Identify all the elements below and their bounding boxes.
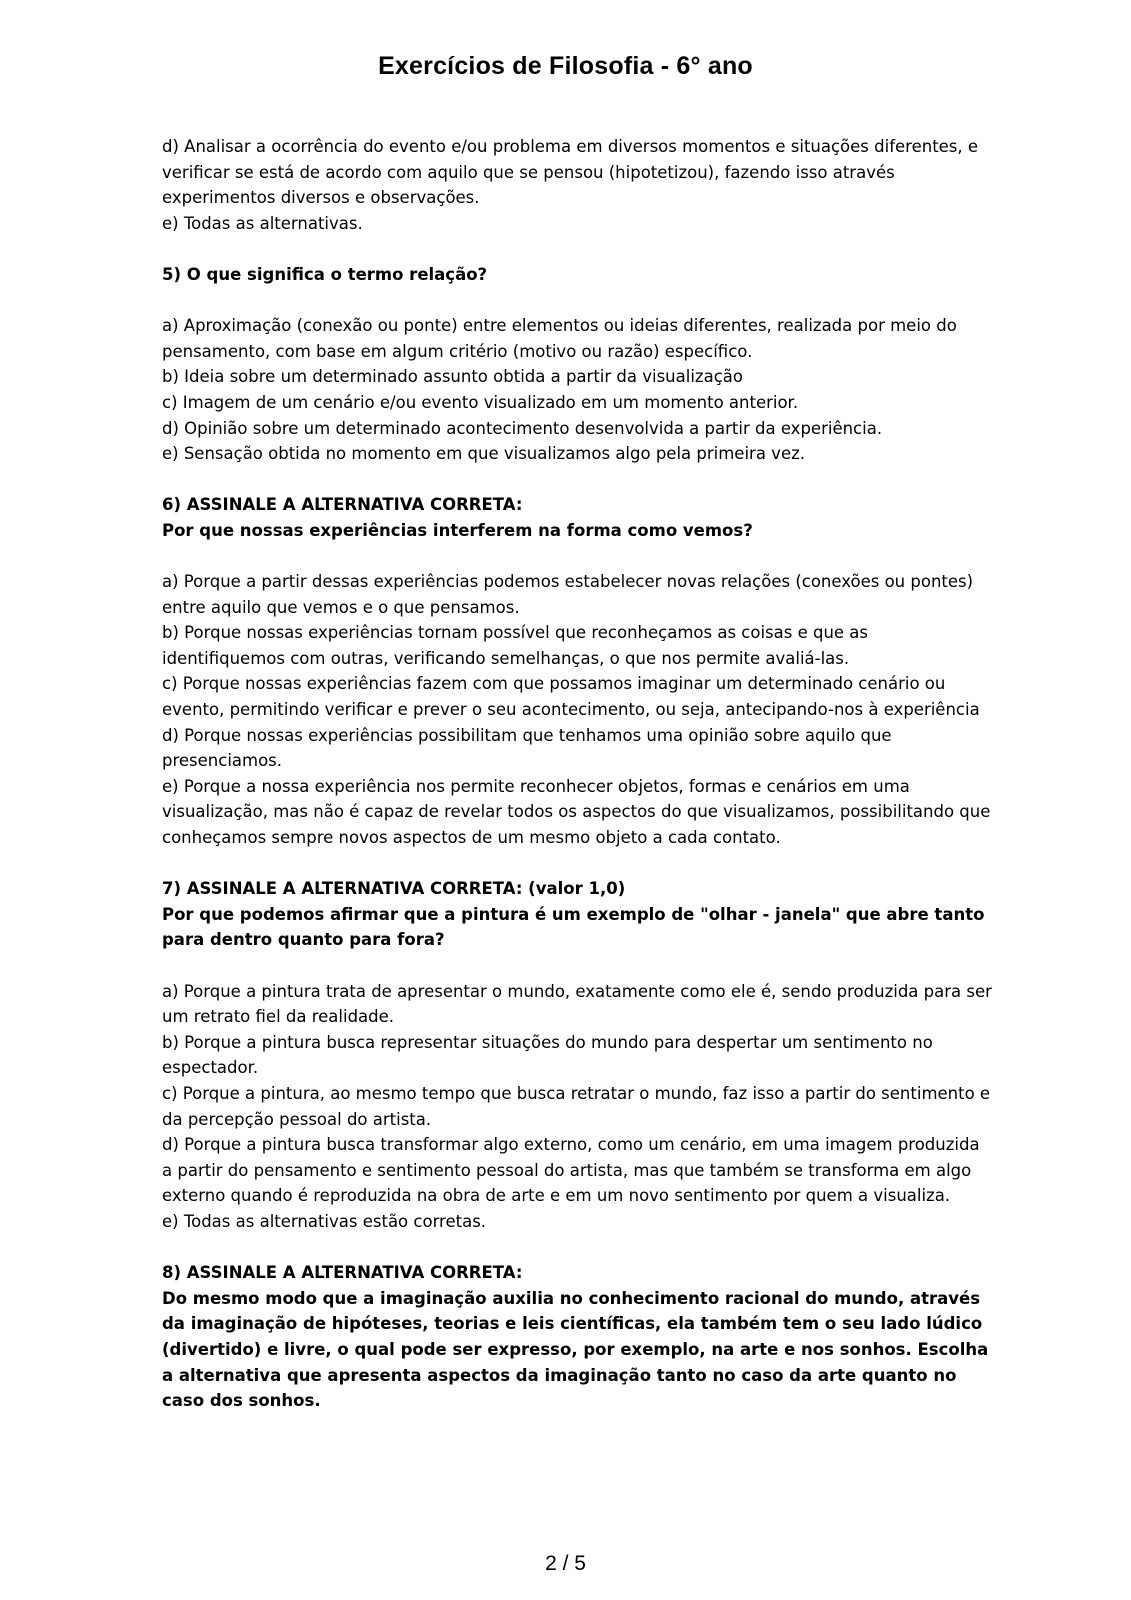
q5-title: 5) O que significa o termo relação? [162, 264, 488, 284]
q7-option-b: b) Porque a pintura busca representar situações do mundo para despertar um sentimento no espectador. [162, 1032, 933, 1078]
q5-option-d: d) Opinião sobre um determinado acontecimento desenvolvida a partir da experiência. [162, 418, 883, 438]
q6-question: Por que nossas experiências interferem na forma como vemos? [162, 520, 753, 540]
document-body [162, 134, 992, 1414]
page-title: Exercícios de Filosofia - 6° ano [378, 52, 753, 80]
q7-option-d: d) Porque a pintura busca transformar algo externo, como um cenário, em uma imagem produzida a partir do pensamento e sentimento pessoal do artista, mas que também se transforma em algo externo quando é reproduzida na obra de arte e em um novo sentimento por quem a visualiza. [162, 1135, 980, 1206]
q7-question: Por que podemos afirmar que a pintura é um exemplo de "olhar - janela" que abre tanto para dentro quanto para fora? [162, 904, 985, 950]
page-number: 2 / 5 [545, 1552, 586, 1575]
q5-option-a: a) Aproximação (conexão ou ponte) entre elementos ou ideias diferentes, realizada por meio do pensamento, com base em algum critério (motivo ou razão) específico. [162, 316, 957, 361]
q7-option-a: a) Porque a pintura trata de apresentar o mundo, exatamente como ele é, sendo produzida para ser um retrato fiel da realidade. [162, 981, 992, 1027]
q6-option-e: e) Porque a nossa experiência nos permite reconhecer objetos, formas e cenários em uma visualização, mas não é capaz de revelar todos os aspectos do que visualizamos, possibilitando que conheçamos sempre novos aspectos de um mesmo objeto a cada contato. [162, 776, 991, 848]
q8-title: 8) ASSINALE A ALTERNATIVA CORRETA: [162, 1263, 523, 1283]
q5-option-e: e) Sensação obtida no momento em que visualizamos algo pela primeira vez. [162, 444, 806, 464]
q6-option-a: a) Porque a partir dessas experiências podemos estabelecer novas relações (conexões ou pontes) entre aquilo que vemos e o que pensamos. [162, 572, 974, 617]
q4-option-e: e) Todas as alternativas. [162, 213, 363, 233]
q8-question: Do mesmo modo que a imaginação auxilia no conhecimento racional do mundo, através da imaginação de hipóteses, teorias e leis científicas, ela também tem o seu lado lúdico (divertido) e livre, o qual pode ser expresso, por exemplo, na arte e nos sonhos. Escolha a alternativa que apresenta aspectos da imaginação tanto no caso da arte quanto no caso dos sonhos. [162, 1288, 989, 1411]
q6-title: 6) ASSINALE A ALTERNATIVA CORRETA: [162, 495, 523, 515]
q5-option-c: c) Imagem de um cenário e/ou evento visualizado em um momento anterior. [162, 392, 799, 412]
q7-option-e: e) Todas as alternativas estão corretas. [162, 1211, 487, 1231]
q6-option-d: d) Porque nossas experiências possibilitam que tenhamos uma opinião sobre aquilo que presenciamos. [162, 725, 892, 771]
q7-title: 7) ASSINALE A ALTERNATIVA CORRETA: (valor 1,0) [162, 879, 626, 899]
q6-option-b: b) Porque nossas experiências tornam possível que reconheçamos as coisas e que as identifiquemos com outras, verificando semelhanças, o que nos permite avaliá-las. [162, 623, 869, 668]
q4-option-d: d) Analisar a ocorrência do evento e/ou problema em diversos momentos e situações diferentes, e verificar se está de acordo com aquilo que se pensou (hipotetizou), fazendo isso através experimentos diversos e observações. [162, 137, 979, 208]
q5-option-b: b) Ideia sobre um determinado assunto obtida a partir da visualização [162, 367, 743, 387]
q6-option-c: c) Porque nossas experiências fazem com que possamos imaginar um determinado cenário ou evento, permitindo verificar e prever o seu acontecimento, ou seja, antecipando-nos à experiência [162, 674, 980, 720]
q7-option-c: c) Porque a pintura, ao mesmo tempo que busca retratar o mundo, faz isso a partir do sentimento e da percepção pessoal do artista. [162, 1083, 991, 1129]
